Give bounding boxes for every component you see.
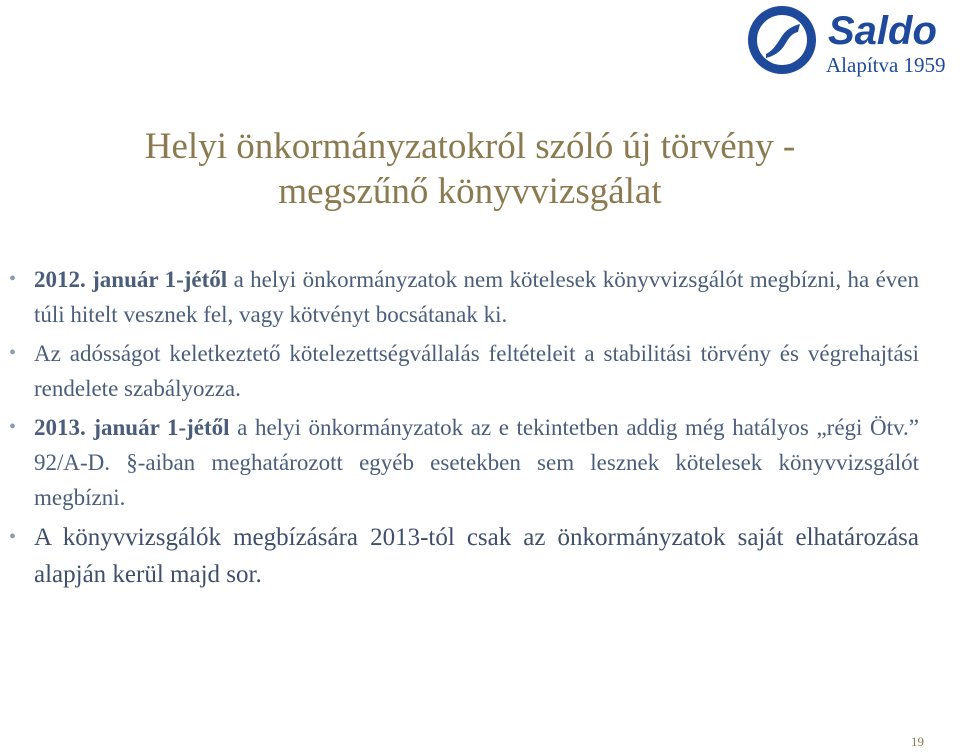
logo-tagline: Alapítva 1959 (826, 53, 946, 77)
slide-title-line-1: Helyi önkormányzatokról szóló új törvény - (144, 126, 796, 167)
bullet-dot-icon: • (9, 526, 17, 548)
saldo-logo-graphic (744, 2, 958, 78)
bullet-item (9, 336, 919, 406)
bullet-bold-text: 2013. január 1-jétől (34, 415, 230, 440)
bullet-text: Az adósságot keletkeztető kötelezettségvállalás feltételeit a stabilitási törvény és végrehajtási rendelete szabályozza. (34, 341, 919, 401)
slide-title (40, 124, 900, 214)
slide-title-line-2: megszűnő könyvvizsgálat (278, 171, 662, 212)
bullet-list (9, 262, 919, 597)
bullet-item (9, 262, 919, 332)
bullet-text: a helyi önkormányzatok az e tekintetben addig még hatályos „régi Ötv.” 92/A-D. §-aiban meghatározott egyéb esetekben sem lesznek kötelesek könyvvizsgálót megbízni. (34, 415, 919, 510)
bullet-bold-text: 2012. január 1-jétől (34, 267, 228, 292)
bullet-item (9, 410, 919, 515)
bullet-dot-icon: • (9, 342, 17, 364)
page-number: 19 (911, 734, 924, 749)
bullet-item (9, 519, 919, 593)
bullet-text: a helyi önkormányzatok nem kötelesek könyvvizsgálót megbízni, ha éven túli hitelt vesznek fel, vagy kötvényt bocsátanak ki. (34, 267, 919, 327)
logo-brand-text: Saldo (828, 9, 937, 53)
bullet-dot-icon: • (9, 416, 17, 438)
bullet-dot-icon: • (9, 268, 17, 290)
saldo-logo (744, 2, 958, 78)
bullet-text: A könyvvizsgálók megbízására 2013-tól csak az önkormányzatok saját elhatározása alapján kerül majd sor. (34, 524, 919, 588)
